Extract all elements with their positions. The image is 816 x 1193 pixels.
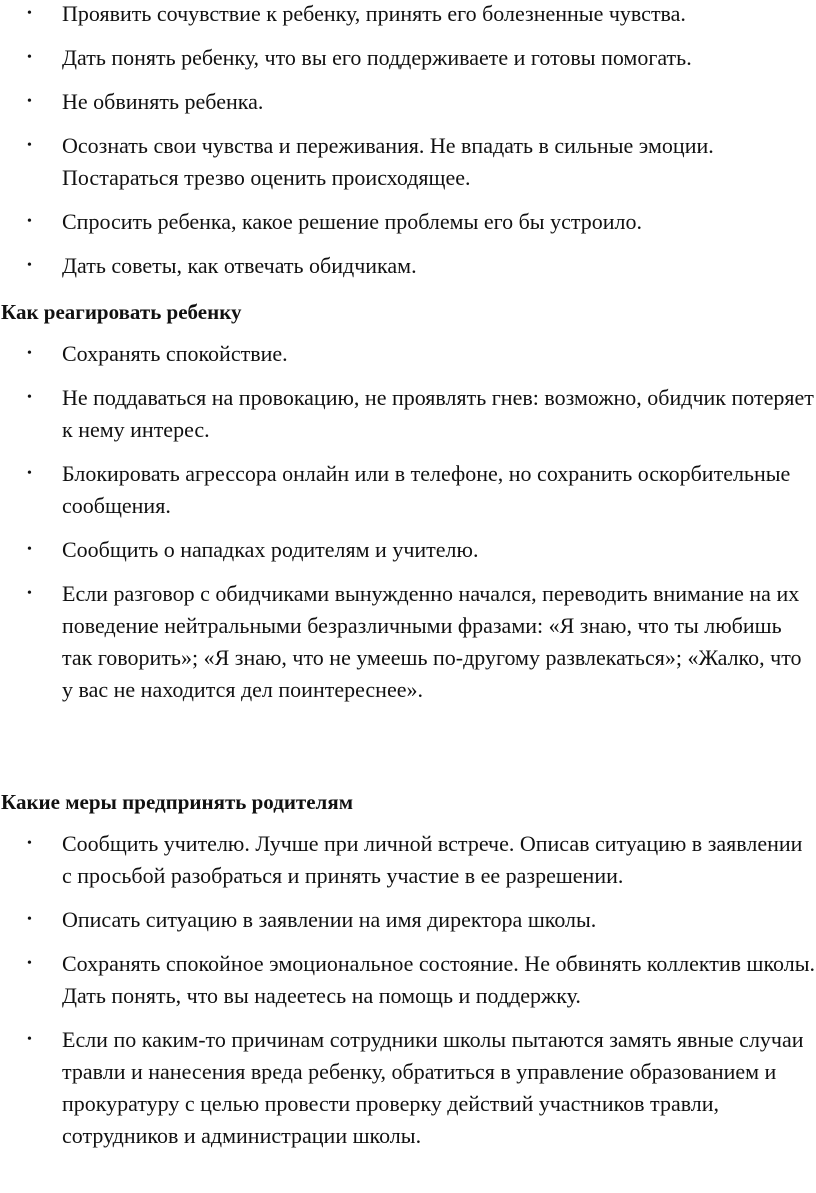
list-item-text: Спросить ребенка, какое решение проблемы его бы устроило. [62,209,642,234]
list-item-text: Проявить сочувствие к ребенку, принять его болезненные чувства. [62,1,686,26]
support-list [0,0,816,294]
list-item [0,534,816,566]
list-item [0,86,816,118]
list-item [0,338,816,370]
list-item-text: Сохранять спокойствие. [62,341,288,366]
list-item-text: Осознать свои чувства и переживания. Не впадать в сильные эмоции. Постараться трезво оценить происходящее. [62,133,714,190]
bullet-icon: • [27,912,32,927]
bullet-icon: • [27,346,32,361]
bullet-icon: • [27,956,32,971]
list-item [0,1024,816,1152]
bullet-icon: • [27,214,32,229]
section-heading-child: Как реагировать ребенку [1,300,242,324]
list-item-text: Дать советы, как отвечать обидчикам. [62,253,417,278]
list-item [0,904,816,936]
list-item [0,948,816,1012]
list-item [0,578,816,706]
list-item-text: Не поддаваться на провокацию, не проявлять гнев: возможно, обидчик потеряет к нему интерес. [62,385,814,442]
list-item [0,828,816,892]
bullet-icon: • [27,138,32,153]
bullet-icon: • [27,542,32,557]
list-item-text: Описать ситуацию в заявлении на имя директора школы. [62,907,597,932]
bullet-icon: • [27,50,32,65]
bullet-icon: • [27,94,32,109]
list-item [0,42,816,74]
list-item-text: Не обвинять ребенка. [62,89,264,114]
bullet-icon: • [27,390,32,405]
bullet-icon: • [27,836,32,851]
section-heading-parents: Какие меры предпринять родителям [1,790,354,814]
list-item [0,382,816,446]
bullet-icon: • [27,258,32,273]
bullet-icon: • [27,1032,32,1047]
list-item [0,0,816,30]
list-item [0,130,816,194]
list-item-text: Блокировать агрессора онлайн или в телефоне, но сохранить оскорбительные сообщения. [62,461,791,518]
list-item-text: Сохранять спокойное эмоциональное состояние. Не обвинять коллектив школы. Дать понять, что вы надеетесь на помощь и поддержку. [62,951,816,1008]
list-item [0,250,816,282]
list-item-text: Сообщить о нападках родителям и учителю. [62,537,479,562]
list-item [0,458,816,522]
bullet-icon: • [27,466,32,481]
bullet-icon: • [27,6,32,21]
parents-actions-list [0,828,816,1164]
child-actions-list [0,338,816,718]
list-item-text: Сообщить учителю. Лучше при личной встрече. Описав ситуацию в заявлении с просьбой разобраться и принять участие в ее разрешении. [62,831,803,888]
list-item-text: Если по каким-то причинам сотрудники школы пытаются замять явные случаи травли и нанесения вреда ребенку, обратиться в управление образованием и прокуратуру с целью провести проверку действий участников травли, сотрудников и администрации школы. [62,1027,804,1148]
list-item-text: Дать понять ребенку, что вы его поддерживаете и готовы помогать. [62,45,692,70]
bullet-icon: • [27,586,32,601]
list-item [0,206,816,238]
list-item-text: Если разговор с обидчиками вынужденно начался, переводить внимание на их поведение нейтральными безразличными фразами: «Я знаю, что ты любишь так говорить»; «Я знаю, что не умеешь по-другому развлекаться»; «Жалко, что у вас не находится дел поинтереснее». [62,581,802,702]
